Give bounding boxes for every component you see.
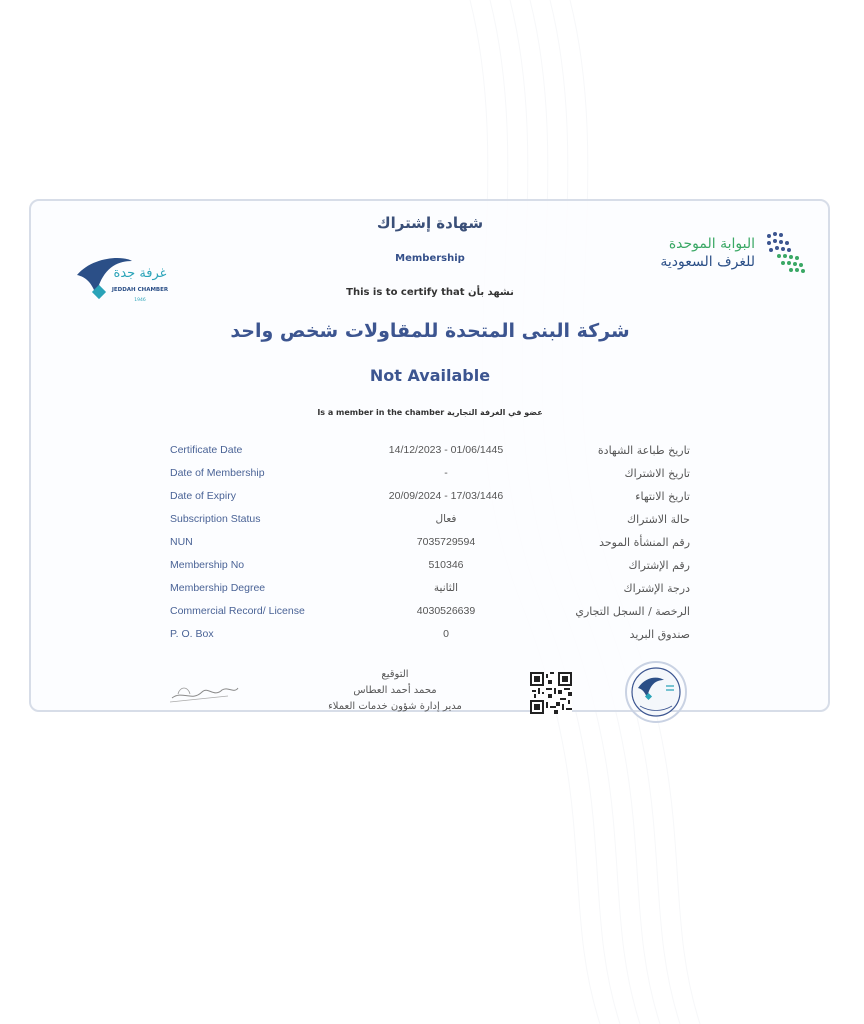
detail-value: 7035729594 [416, 536, 476, 548]
certificate-title-arabic: شهادة إشتراك [376, 214, 484, 232]
detail-label-ar: حالة الاشتراك [627, 513, 690, 526]
detail-row [0, 536, 864, 556]
detail-row [0, 513, 864, 533]
detail-label-ar: تاريخ الانتهاء [635, 490, 690, 503]
detail-value: - [444, 467, 448, 479]
detail-label-ar: رقم الإشتراك [628, 559, 690, 572]
detail-row [0, 444, 864, 464]
detail-label-en: NUN [170, 536, 193, 548]
detail-label-ar: صندوق البريد [629, 628, 690, 641]
detail-label-en: Date of Expiry [170, 490, 236, 502]
detail-label-ar: رقم المنشأة الموحد [599, 536, 690, 549]
detail-label-ar: الرخصة / السجل التجاري [575, 605, 690, 618]
svg-text:1946: 1946 [134, 298, 146, 303]
detail-label-en: Date of Membership [170, 467, 265, 479]
detail-value: الثانية [433, 582, 459, 594]
detail-label-ar: تاريخ طباعة الشهادة [597, 444, 690, 457]
detail-row [0, 559, 864, 579]
signature-label: التوقيع [381, 669, 409, 680]
jeddah-chamber-stamp [624, 660, 688, 724]
detail-value: 4030526639 [416, 605, 476, 617]
unified-portal-logo [645, 226, 811, 276]
detail-label-ar: تاريخ الاشتراك [624, 467, 690, 480]
detail-label-en: Membership Degree [170, 582, 266, 594]
member-name: Not Available [369, 366, 491, 385]
detail-row [0, 582, 864, 602]
detail-value: 0 [443, 628, 449, 640]
detail-label-ar: درجة الإشتراك [623, 582, 690, 595]
detail-row [0, 628, 864, 648]
detail-row [0, 490, 864, 510]
detail-label-en: Subscription Status [170, 513, 261, 525]
company-name: شركة البنى المتحدة للمقاولات شخص واحد [230, 320, 630, 342]
portal-logo-line2: للغرف السعودية [660, 254, 755, 270]
signatory-position: مدير إدارة شؤون خدمات العملاء [328, 701, 462, 712]
detail-label-en: Commercial Record/ License [170, 605, 305, 617]
svg-text:غرفة جدة: غرفة جدة [113, 266, 167, 281]
svg-text:JEDDAH CHAMBER: JEDDAH CHAMBER [111, 287, 169, 293]
certify-statement: This is to certify that نشهد بأن [346, 287, 514, 298]
detail-label-en: Certificate Date [170, 444, 243, 456]
signatory-name: محمد أحمد العطاس [353, 685, 437, 696]
detail-value: فعال [435, 513, 457, 525]
member-in-chamber-text: Is a member in the chamber عضو في الغرفة التجارية [317, 408, 543, 417]
detail-row [0, 467, 864, 487]
detail-row [0, 605, 864, 625]
qr-code[interactable] [530, 672, 572, 714]
certificate-title-english: Membership [395, 253, 465, 264]
detail-value: 510346 [428, 559, 464, 571]
handwritten-signature [168, 676, 240, 708]
detail-label-en: P. O. Box [170, 628, 214, 640]
portal-dots-icon [761, 226, 811, 276]
portal-logo-line1: البوابة الموحدة [668, 236, 755, 252]
jeddah-chamber-logo [72, 255, 172, 317]
signature-block [300, 667, 490, 715]
detail-label-en: Membership No [170, 559, 245, 571]
detail-value: 14/12/2023 - 01/06/1445 [388, 444, 504, 456]
detail-value: 20/09/2024 - 17/03/1446 [388, 490, 504, 502]
